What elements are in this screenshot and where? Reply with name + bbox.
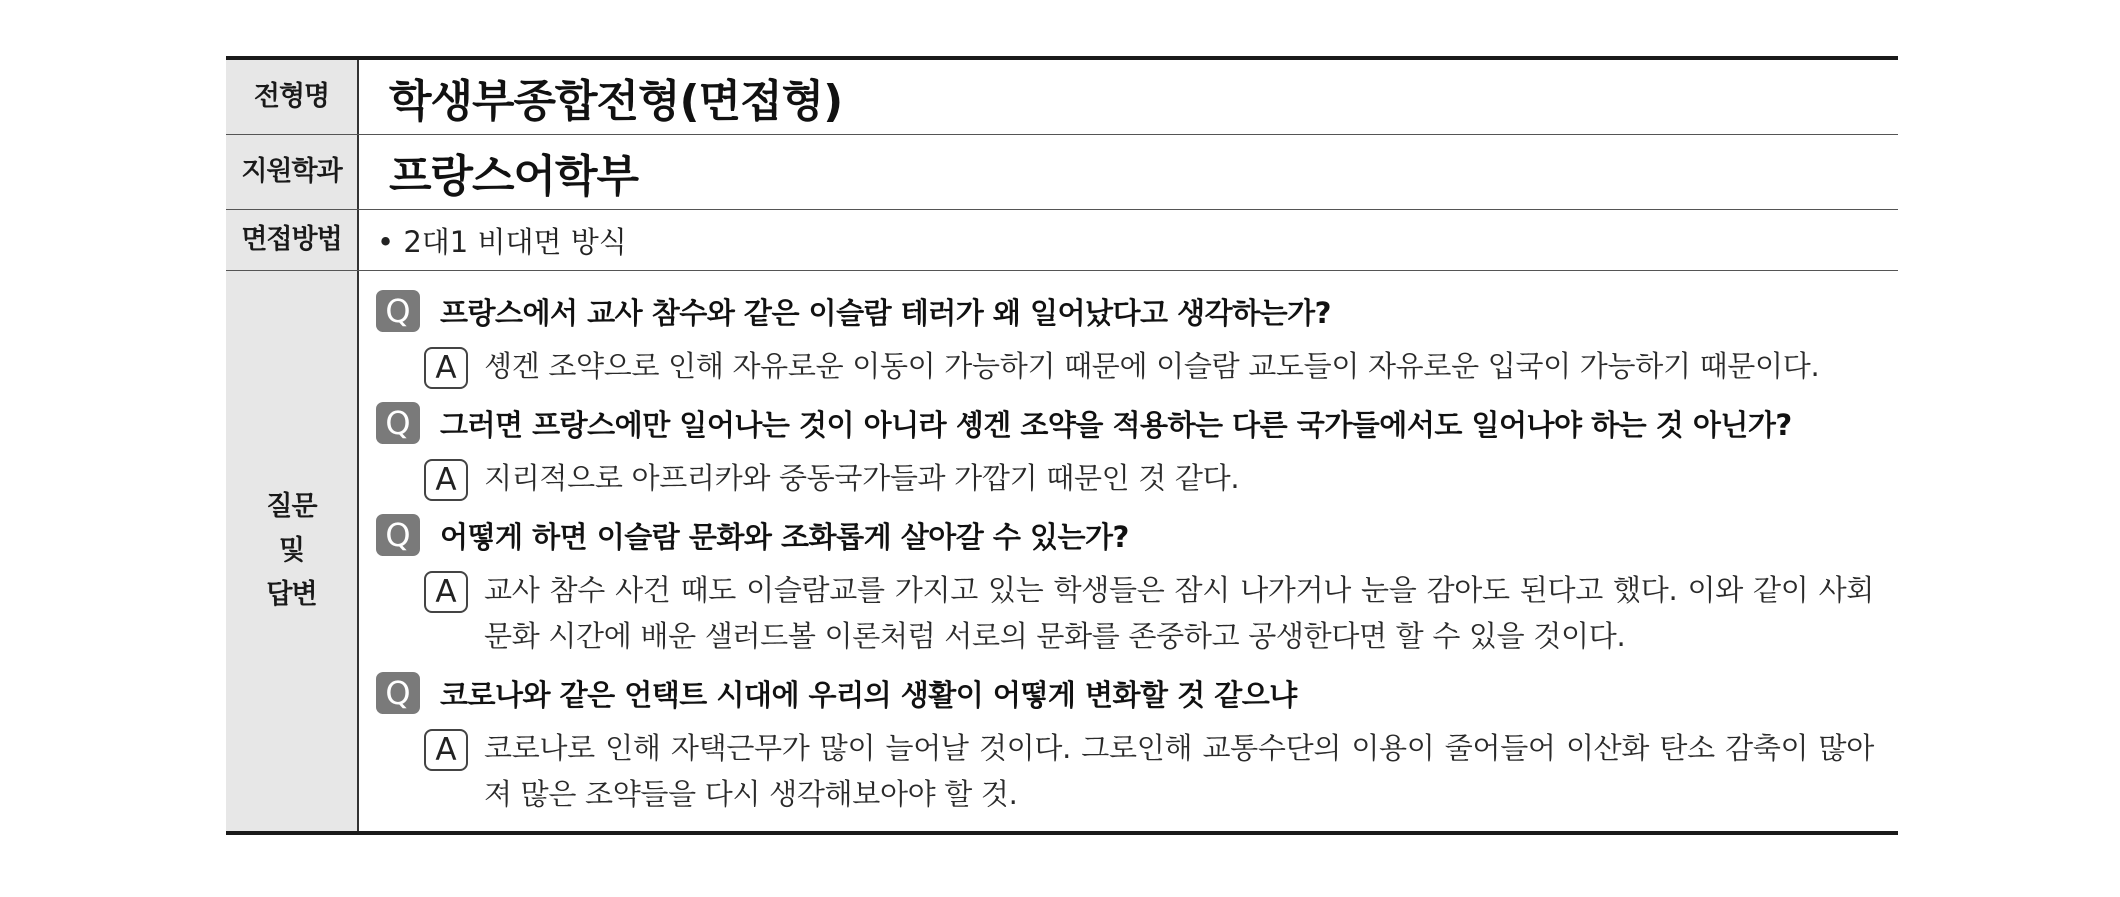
question-badge-icon: Q (376, 514, 420, 556)
department-label: 지원학과 (226, 135, 359, 209)
interview-method-value: • 2대1 비대면 방식 (377, 224, 627, 259)
row-questions-answers (226, 271, 1898, 831)
question-item (376, 665, 1884, 721)
answer-text: 솅겐 조약으로 인해 자유로운 이동이 가능하기 때문에 이슬람 교도들이 자유로운 입국이 가능하기 때문이다. (484, 349, 1820, 383)
answer-item (376, 343, 1884, 389)
answer-text: 교사 참수 사건 때도 이슬람교를 가지고 있는 학생들은 잠시 나가거나 눈을 감아도 된다고 했다. 이와 같이 사회문화 시간에 배운 샐러드볼 이론처럼 서로의 문화를 존중하고 공생한다면 할 수 있을 것이다. (484, 573, 1874, 653)
admission-type-label: 전형명 (226, 60, 359, 134)
question-badge-icon: Q (376, 290, 420, 332)
row-admission-type (226, 60, 1898, 135)
question-badge-icon: Q (376, 672, 420, 714)
question-text: 그러면 프랑스에만 일어나는 것이 아니라 솅겐 조약을 적용하는 다른 국가들에서도 일어나야 하는 것 아닌가? (440, 407, 1792, 442)
answer-item (376, 725, 1884, 817)
interview-method-label: 면접방법 (226, 210, 359, 270)
question-item (376, 507, 1884, 563)
interview-record-table (226, 56, 1898, 835)
qa-label-text: 질문 및 답변 (266, 491, 317, 610)
qa-list (359, 271, 1898, 831)
department-value: 프랑스어학부 (389, 151, 639, 202)
answer-text: 지리적으로 아프리카와 중동국가들과 가깝기 때문인 것 같다. (484, 461, 1240, 495)
answer-badge-icon: A (424, 347, 468, 389)
row-department (226, 135, 1898, 210)
answer-badge-icon: A (424, 729, 468, 771)
admission-type-cell (359, 60, 1898, 134)
qa-label (226, 271, 359, 831)
answer-badge-icon: A (424, 459, 468, 501)
row-interview-method (226, 210, 1898, 271)
admission-type-value: 학생부종합전형(면접형) (389, 76, 843, 127)
question-text: 프랑스에서 교사 참수와 같은 이슬람 테러가 왜 일어났다고 생각하는가? (440, 295, 1331, 330)
question-text: 코로나와 같은 언택트 시대에 우리의 생활이 어떻게 변화할 것 같으냐 (440, 677, 1297, 712)
answer-badge-icon: A (424, 571, 468, 613)
answer-text: 코로나로 인해 자택근무가 많이 늘어날 것이다. 그로인해 교통수단의 이용이 줄어들어 이산화 탄소 감축이 많아져 많은 조약들을 다시 생각해보아야 할 것. (484, 731, 1874, 811)
answer-item (376, 455, 1884, 501)
question-text: 어떻게 하면 이슬람 문화와 조화롭게 살아갈 수 있는가? (440, 519, 1129, 554)
question-badge-icon: Q (376, 402, 420, 444)
department-cell (359, 135, 1898, 209)
question-item (376, 395, 1884, 451)
question-item (376, 283, 1884, 339)
answer-item (376, 567, 1884, 659)
interview-method-cell (359, 210, 1898, 270)
